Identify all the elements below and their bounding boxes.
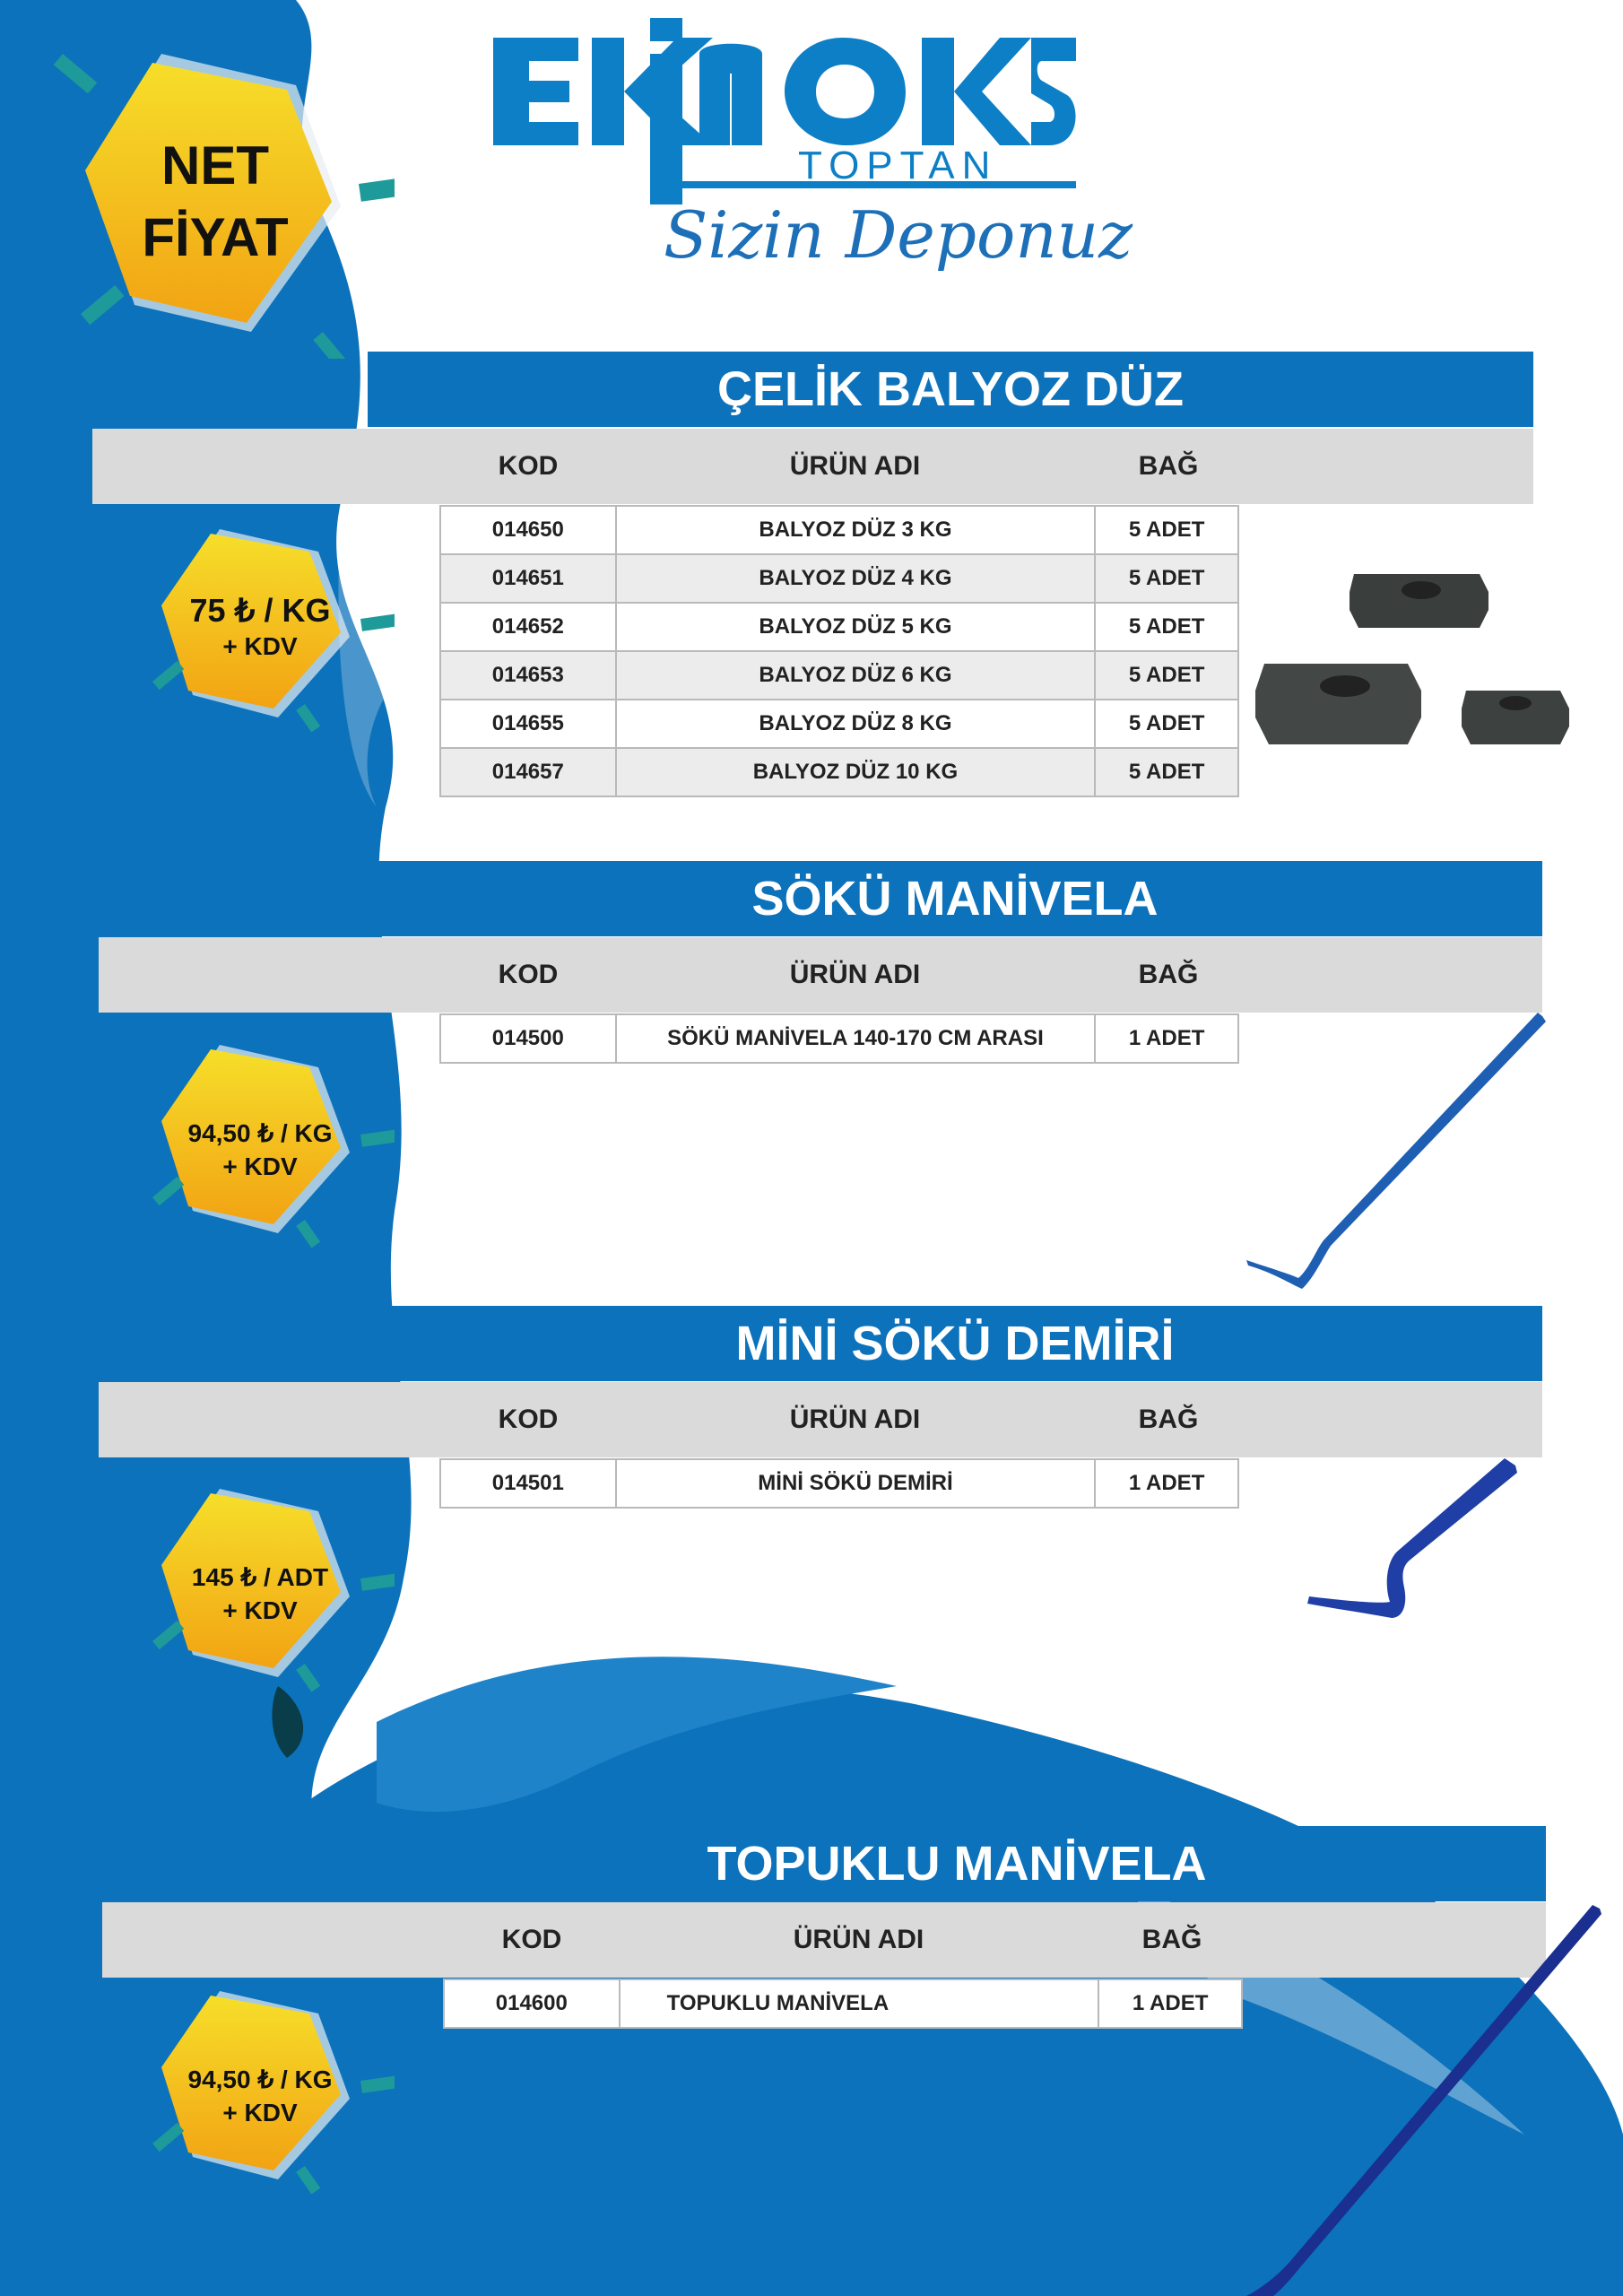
product-table — [439, 505, 1239, 797]
section-title: MİNİ SÖKÜ DEMİRİ — [368, 1306, 1542, 1381]
row-code: 014652 — [440, 603, 616, 651]
row-name: SÖKÜ MANİVELA 140-170 CM ARASI — [616, 1014, 1096, 1063]
row-pack: 1 ADET — [1098, 1979, 1242, 2028]
col-name-header: ÜRÜN ADI — [789, 451, 921, 481]
section-title: TOPUKLU MANİVELA — [368, 1826, 1546, 1901]
row-code: 014653 — [440, 651, 616, 700]
table-header — [92, 429, 1533, 504]
row-code: 014600 — [444, 1979, 620, 2028]
price-tax: + KDV — [222, 632, 298, 660]
col-pack-header: BAĞ — [1138, 451, 1199, 481]
brand-subtitle: TOPTAN — [798, 144, 998, 187]
brand-slogan: Sizin Deponuz — [664, 197, 1133, 273]
row-code: 014657 — [440, 748, 616, 796]
col-name-header: ÜRÜN ADI — [793, 1925, 924, 1954]
price-tax: + KDV — [222, 2099, 298, 2126]
price-badge — [126, 502, 395, 744]
row-name: BALYOZ DÜZ 10 KG — [616, 748, 1096, 796]
table-row — [440, 748, 1238, 796]
table-row — [440, 651, 1238, 700]
table-row — [444, 1979, 1242, 2028]
badge-line-2: FİYAT — [142, 207, 289, 267]
pentagon-badge-shape — [54, 36, 395, 359]
price-value: 145 ₺ / ADT — [191, 1563, 329, 1591]
table-row — [440, 1014, 1238, 1063]
row-pack: 5 ADET — [1095, 748, 1238, 796]
row-code: 014655 — [440, 700, 616, 748]
section-title: ÇELİK BALYOZ DÜZ — [368, 352, 1533, 427]
row-pack: 5 ADET — [1095, 603, 1238, 651]
col-pack-header: BAĞ — [1138, 960, 1199, 989]
row-pack: 5 ADET — [1095, 651, 1238, 700]
row-pack: 1 ADET — [1095, 1014, 1238, 1063]
price-tax: + KDV — [222, 1152, 298, 1180]
product-table — [443, 1979, 1243, 2029]
row-name: BALYOZ DÜZ 6 KG — [616, 651, 1096, 700]
row-name: BALYOZ DÜZ 4 KG — [616, 554, 1096, 603]
col-code-header: KOD — [498, 960, 559, 989]
row-name: BALYOZ DÜZ 3 KG — [616, 506, 1096, 554]
badge-line-1: NET — [161, 135, 269, 196]
row-pack: 1 ADET — [1095, 1459, 1238, 1508]
product-table — [439, 1458, 1239, 1509]
table-row — [440, 1459, 1238, 1508]
row-pack: 5 ADET — [1095, 506, 1238, 554]
table-header — [99, 937, 1542, 1013]
price-badge — [126, 1462, 395, 1704]
col-code-header: KOD — [501, 1925, 562, 1954]
row-code: 014500 — [440, 1014, 616, 1063]
col-code-header: KOD — [498, 1405, 559, 1434]
table-row — [440, 554, 1238, 603]
col-name-header: ÜRÜN ADI — [789, 1405, 921, 1434]
heel-crowbar-image — [1237, 1901, 1605, 2296]
price-value: 94,50 ₺ / KG — [187, 2066, 333, 2093]
long-crowbar-image — [1237, 1009, 1551, 1296]
product-table — [439, 1013, 1239, 1064]
section-title: SÖKÜ MANİVELA — [368, 861, 1542, 936]
price-badge — [126, 1018, 395, 1260]
row-name: BALYOZ DÜZ 5 KG — [616, 603, 1096, 651]
col-name-header: ÜRÜN ADI — [789, 960, 921, 989]
row-name: MİNİ SÖKÜ DEMİRİ — [616, 1459, 1096, 1508]
price-value: 94,50 ₺ / KG — [187, 1119, 333, 1147]
row-name: BALYOZ DÜZ 8 KG — [616, 700, 1096, 748]
table-row — [440, 603, 1238, 651]
mini-crowbar-image — [1291, 1453, 1524, 1632]
table-header — [99, 1382, 1542, 1457]
price-value: 75 ₺ / KG — [189, 592, 331, 629]
col-code-header: KOD — [498, 451, 559, 481]
row-pack: 5 ADET — [1095, 700, 1238, 748]
table-row — [440, 506, 1238, 554]
row-code: 014650 — [440, 506, 616, 554]
row-code: 014651 — [440, 554, 616, 603]
row-code: 014501 — [440, 1459, 616, 1508]
sledgehammer-heads-image — [1246, 556, 1587, 789]
price-tax: + KDV — [222, 1596, 298, 1624]
net-price-badge — [54, 36, 395, 359]
col-pack-header: BAĞ — [1141, 1925, 1202, 1954]
table-row — [440, 700, 1238, 748]
price-badge — [126, 1964, 395, 2206]
row-name: TOPUKLU MANİVELA — [620, 1979, 1099, 2028]
col-pack-header: BAĞ — [1138, 1405, 1199, 1434]
row-pack: 5 ADET — [1095, 554, 1238, 603]
